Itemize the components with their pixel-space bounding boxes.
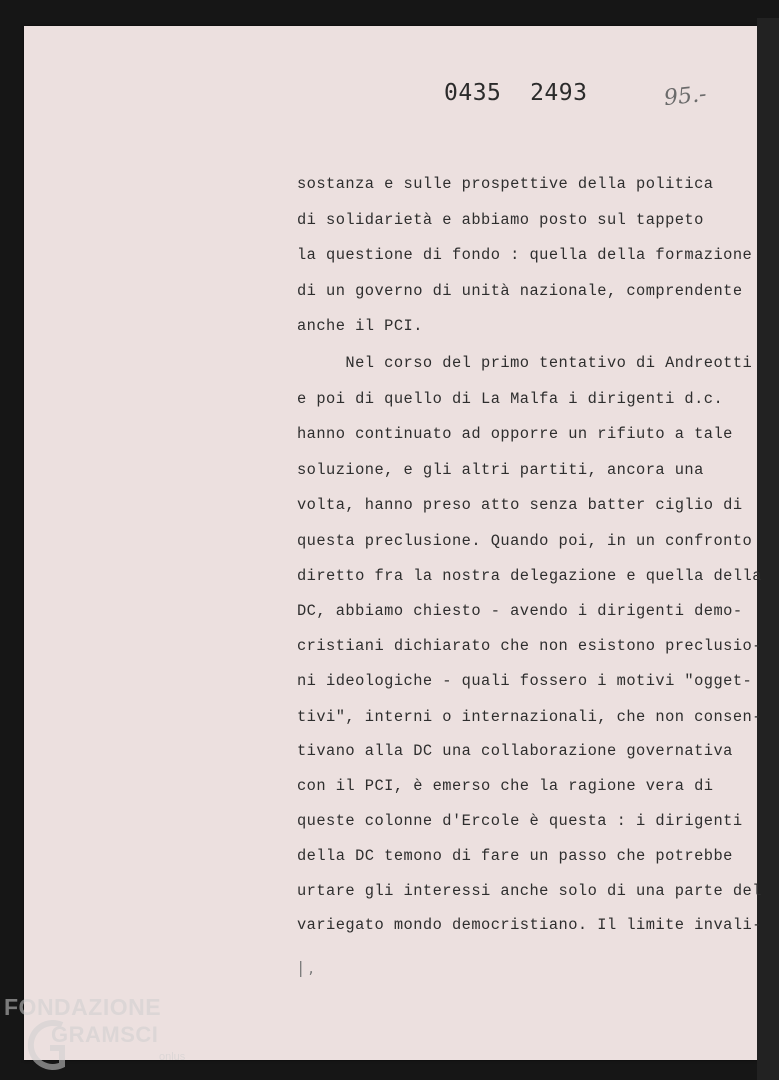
text-line-18: con il PCI, è emerso che la ragione vera di (297, 777, 714, 795)
text-line-5: anche il PCI. (297, 317, 423, 335)
text-line-19: queste colonne d'Ercole è questa : i dirigenti (297, 812, 743, 830)
text-line-2: di solidarietà e abbiamo posto sul tappeto (297, 211, 704, 229)
text-line-20: della DC temono di fare un passo che potrebbe (297, 847, 733, 865)
fondazione-gramsci-logo (4, 994, 204, 1074)
archive-number: 0435 2493 (444, 80, 588, 106)
pen-mark: | , (298, 958, 314, 977)
text-line-14: cristiani dichiarato che non esistono preclusio- (297, 637, 762, 655)
logo-text-fondazione: FONDAZIONE (4, 994, 162, 1020)
text-line-4: di un governo di unità nazionale, comprendente (297, 282, 743, 300)
logo-text-onlus: onlus (159, 1051, 186, 1063)
text-line-6: Nel corso del primo tentativo di Andreotti (297, 354, 753, 372)
text-line-13: DC, abbiamo chiesto - avendo i dirigenti demo- (297, 602, 743, 620)
logo-text-gramsci: GRAMSCI (51, 1022, 159, 1047)
text-line-17: tivano alla DC una collaborazione governativa (297, 742, 733, 760)
text-line-15: ni ideologiche - quali fossero i motivi "ogget- (297, 672, 753, 690)
text-line-21: urtare gli interessi anche solo di una parte del (297, 882, 762, 900)
page-number: 95.- (662, 81, 708, 112)
text-line-12: diretto fra la nostra delegazione e quella della (297, 567, 762, 585)
text-line-22: variegato mondo democristiano. Il limite invali- (297, 916, 762, 934)
text-line-9: soluzione, e gli altri partiti, ancora una (297, 461, 704, 479)
text-line-10: volta, hanno preso atto senza batter ciglio di (297, 496, 743, 514)
text-line-1: sostanza e sulle prospettive della politica (297, 175, 714, 193)
text-line-7: e poi di quello di La Malfa i dirigenti d.c. (297, 390, 724, 408)
text-line-3: la questione di fondo : quella della formazione (297, 246, 753, 264)
text-line-16: tivi", interni o internazionali, che non consen- (297, 708, 762, 726)
text-line-8: hanno continuato ad opporre un rifiuto a tale (297, 425, 733, 443)
text-line-11: questa preclusione. Quando poi, in un confronto (297, 532, 753, 550)
